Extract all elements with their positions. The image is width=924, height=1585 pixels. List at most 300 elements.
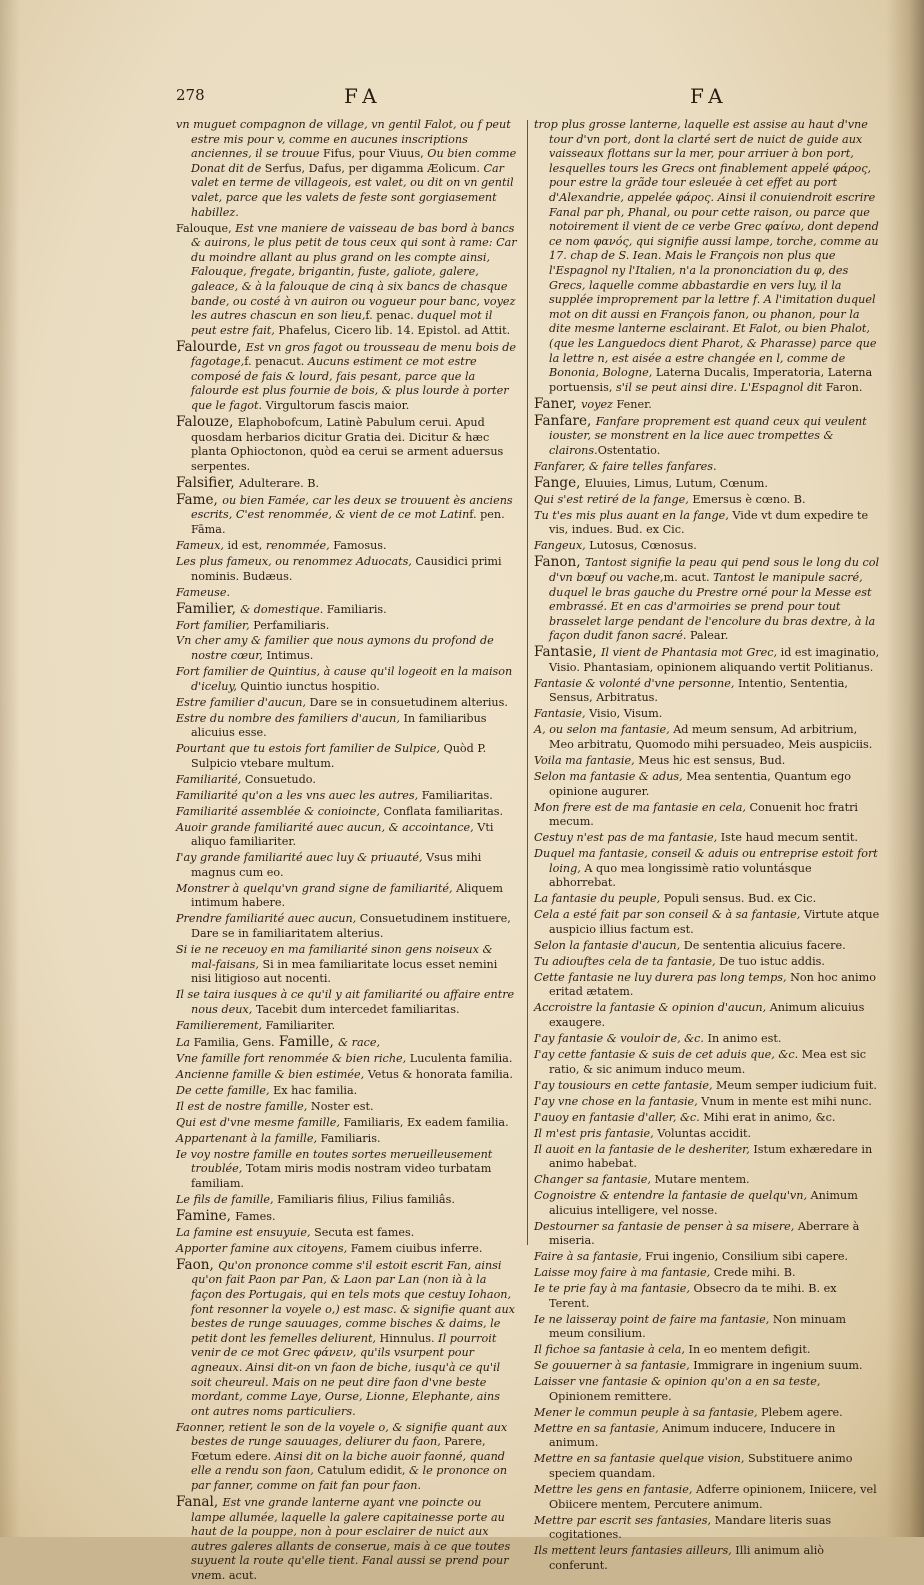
latin-text: Istum exhæredare in animo habebat.: [549, 1142, 873, 1171]
headword: Falsifier,: [176, 474, 240, 491]
dictionary-entry: [534, 1079, 880, 1094]
page-edge-shadow: [886, 0, 924, 1537]
french-text: Cette fantasie ne luy durera pas long temps,: [534, 970, 787, 984]
dictionary-entry: [534, 831, 880, 846]
dictionary-entry: [534, 707, 880, 722]
dictionary-entry: [534, 1266, 880, 1281]
dictionary-entry: [534, 1452, 880, 1481]
headword: Famille,: [274, 1033, 339, 1050]
french-text: Il vient de Phantasia mot Grec,: [600, 646, 778, 660]
latin-text: Iste haud mecum sentit.: [717, 831, 858, 845]
french-text: Cestuy n'est pas de ma fantasie,: [534, 831, 718, 845]
latin-text: Plebem agere.: [757, 1405, 843, 1419]
latin-text: Quòd P. Sulpicio vtebare multum.: [191, 742, 487, 770]
french-text: Vne famille fort renommée & bien riche,: [176, 1051, 407, 1065]
left-column: [176, 118, 518, 1585]
latin-text: Familiaris, Ex eadem familia.: [339, 1115, 509, 1129]
french-text: Est vn gros fagot ou trousseau de menu bois de fagotage,: [191, 340, 517, 369]
latin-text: Noster est.: [307, 1099, 374, 1113]
dictionary-entry: [534, 1173, 880, 1188]
french-text: Tantost le manipule sacré, duquel le bras gauche du Prestre orné pour la Messe est embrassé. Et en cas d'armoiries se prend pour tout brasselet large pendant de l'encolure du bras dextre, à la façon dudit fanon sacré.: [549, 570, 876, 643]
dictionary-entry: [176, 1226, 518, 1241]
french-text: ou bien Famée, car les deux se trouuent ès anciens escrits, C'est renommée, & vient de ce mot Latin: [191, 493, 513, 522]
french-text: vn muguet compagnon de village, vn gentil Falot, ou f peut estre mis pour v, comme en aucunes inscriptions anciennes, il se trouue: [176, 118, 511, 161]
headword: Famine,: [176, 1207, 236, 1224]
latin-text: Ex hac familia.: [269, 1083, 358, 1097]
dictionary-entry: [176, 805, 518, 820]
latin-text: Adulterare. B.: [239, 476, 320, 490]
french-text: Mener le commun peuple à sa fantasie,: [534, 1405, 758, 1419]
french-text: Fanfare proprement est quand ceux qui veulent iouster, se monstrent en la lice auec trompettes & clairons.: [549, 414, 867, 457]
french-text: Qui s'est retiré de la fange,: [534, 492, 689, 506]
french-text: La famine est ensuyuie,: [176, 1225, 311, 1239]
latin-text: Familia, Gens.: [190, 1035, 275, 1049]
headword: Falourde,: [176, 338, 246, 355]
french-text: Qui est d'vne mesme famille,: [176, 1115, 340, 1129]
latin-text: Populi sensus. Bud. ex Cic.: [660, 892, 817, 906]
dictionary-entry: [534, 645, 880, 675]
french-text: Mettre les gens en fantasie,: [534, 1483, 693, 1497]
latin-text: Familiaris filius, Filius familiâs.: [273, 1192, 455, 1206]
headword: Falouque,: [176, 221, 236, 235]
dictionary-entry: [534, 754, 880, 769]
latin-text: Famem ciuibus inferre.: [347, 1241, 483, 1255]
dictionary-entry: [176, 222, 518, 339]
latin-text: Intimus.: [262, 649, 314, 663]
latin-text: De tuo istuc addis.: [715, 954, 825, 968]
french-text: I'ay cette fantasie & suis de cet aduis que, &c.: [534, 1047, 799, 1061]
latin-text: Fifus, pour Viuus,: [319, 147, 428, 161]
french-text: s'il se peut ainsi dire. L'Espagnol dit: [615, 380, 823, 394]
dictionary-entry: [534, 801, 880, 830]
dictionary-entry: [534, 971, 880, 1000]
french-text: La fantasie du peuple,: [534, 892, 661, 906]
french-text: I'ay fantasie & vouloir de, &c.: [534, 1032, 704, 1045]
french-text: Pourtant que tu estois fort familier de Sulpice,: [176, 742, 440, 756]
dictionary-entry: [176, 1148, 518, 1192]
french-text: Mon frere est de ma fantasie en cela,: [534, 800, 746, 814]
french-text: Mettre en sa fantasie,: [534, 1421, 659, 1435]
headword: Fanal,: [176, 1494, 223, 1511]
latin-text: Crede mihi. B.: [710, 1266, 796, 1280]
french-text: Fort familier de Quintius, à cause qu'il logeoit en la maison d'iceluy,: [176, 665, 513, 693]
dictionary-entry: [534, 939, 880, 954]
french-text: Familiarité assemblée & conioincte,: [176, 804, 380, 818]
french-text: Vn cher amy & familier que nous aymons du profond de nostre cœur,: [176, 634, 494, 663]
latin-text: Totam miris modis nostram video turbatam familiam.: [191, 1162, 492, 1190]
latin-text: Cicero lib. 14. Epistol. ad Attit.: [334, 323, 511, 337]
latin-text: m. acut.: [211, 1569, 258, 1583]
french-text: Laisser vne fantasie & opinion qu'on a en sa teste,: [534, 1375, 821, 1389]
dictionary-entry: [176, 1421, 518, 1494]
dictionary-entry: [176, 665, 518, 694]
dictionary-entry: [534, 1406, 880, 1421]
dictionary-entry: [534, 1095, 880, 1110]
dictionary-entry: [534, 414, 880, 459]
latin-text: Consuetudinem instituere, Dare se in familiaritatem alterius.: [191, 912, 511, 941]
latin-text: Animum alicuius intelligere, vel nosse.: [549, 1189, 858, 1217]
french-text: voyez: [581, 397, 613, 411]
latin-text: Causidici primi nominis. Budæus.: [191, 554, 502, 583]
french-text: Mettre en sa fantasie quelque vision,: [534, 1452, 745, 1466]
latin-text: Virtute atque auspicio illius factum est.: [549, 908, 880, 936]
headword: Fantasie,: [534, 644, 601, 661]
dictionary-entry: [534, 1282, 880, 1311]
latin-text: Secuta est fames.: [310, 1225, 415, 1239]
latin-text: Fāma.: [191, 522, 226, 536]
dictionary-entry: [176, 1084, 518, 1099]
french-text: Estre familier d'aucun,: [176, 695, 306, 709]
french-text: Ainsi dit on la biche auoir faonné, quand elle a rendu son faon,: [191, 1449, 505, 1478]
dictionary-entry: [534, 1001, 880, 1030]
latin-text: Familiaritas.: [418, 788, 493, 802]
latin-text: Consuetudo.: [241, 772, 316, 786]
french-text: Il pourroit venir de ce mot Grec φάνειν, qu'ils vsurpent pour agneaux. Ainsi dit-on vn faon de biche, iusqu'à ce qu'il soit cheureul. Mais on ne peut dire faon d'vne beste mordant, comme Laye, Ourse, Lionne, Elephante, ains ont autres noms particuliers.: [191, 1331, 501, 1418]
latin-text: Lutosus, Cœnosus.: [585, 539, 697, 553]
french-text: Prendre familiarité auec aucun,: [176, 912, 357, 926]
french-text: Il m'est pris fantasie,: [534, 1126, 654, 1140]
french-text: La: [176, 1035, 191, 1049]
dictionary-entry: [176, 415, 518, 474]
latin-text: Tacebit dum intercedet familiaritas.: [252, 1002, 460, 1016]
french-text: & domestique.: [240, 602, 324, 616]
dictionary-entry: [534, 908, 880, 937]
latin-text: Virgultorum fascis maior.: [262, 399, 410, 413]
dictionary-entry: [176, 1193, 518, 1208]
dictionary-entry: [176, 988, 518, 1017]
latin-text: Serfus, Dafus, per digamma Æolicum.: [261, 161, 484, 175]
dictionary-entry: [534, 1359, 880, 1374]
headword: Faner,: [534, 395, 582, 412]
latin-text: Mihi erat in animo, &c.: [699, 1110, 836, 1124]
latin-text: Fames.: [235, 1209, 276, 1223]
dictionary-entry: [176, 696, 518, 711]
french-text: Il fichoe sa fantasie à cela,: [534, 1343, 685, 1357]
latin-text: Phafelus,: [274, 323, 335, 337]
dictionary-entry: [176, 586, 518, 601]
french-text: Car valet en terme de villageois, est valet, ou dit on vn gentil valet, parce que les valets de feste sont gorgiasement habillez.: [191, 161, 514, 219]
french-text: Auoir grande familiarité auec aucun, & accointance,: [176, 820, 474, 834]
dictionary-entry: [534, 493, 880, 508]
french-text: I'ay grande familiarité auec luy & priuauté,: [176, 851, 423, 865]
french-text: I'ay vne chose en la fantasie,: [534, 1094, 698, 1108]
latin-text: Familiariter.: [262, 1018, 336, 1032]
french-text: renommée,: [265, 538, 330, 552]
latin-text: Perfamiliaris.: [249, 618, 330, 632]
latin-text: m. acut.: [663, 570, 714, 584]
french-text: Fantasie & volonté d'vne personne,: [534, 676, 735, 690]
page-number: 278: [176, 86, 205, 104]
dictionary-entry: [176, 340, 518, 414]
french-text: Familiarité qu'on a les vns auec les autres,: [176, 788, 419, 802]
latin-text: Vnum in mente est mihi nunc.: [697, 1094, 872, 1108]
french-text: Familierement,: [176, 1018, 263, 1032]
dictionary-entry: [176, 1258, 518, 1420]
latin-text: Si in mea familiaritate locus esset nemini nisi litigioso aut nocenti.: [191, 957, 498, 986]
headword: Falouze,: [176, 414, 238, 431]
latin-text: Palear.: [686, 629, 729, 643]
latin-text: A quo mea longissimè ratio voluntásque abhorrebat.: [549, 861, 812, 890]
latin-text: Faron.: [822, 380, 863, 394]
french-text: Laisse moy faire à ma fantasie,: [534, 1266, 711, 1280]
running-header: [0, 86, 924, 116]
latin-text: Frui ingenio, Consilium sibi capere.: [641, 1250, 849, 1264]
french-text: Est vne maniere de vaisseau de bas bord à bancs & auirons, le plus petit de tous ceux qui sont à rame: Car du moindre allant au plus grand on les compte ainsi, Falouque, fregate, brigantin, fuste, galiote, galere, galeace, & à la falouque de cinq à six bancs de chasque bande, ou costé à vn auiron ou vogueur pour banc, voyez les autres chascun en son lieu,: [191, 221, 517, 323]
latin-text: f. penac.: [365, 309, 418, 323]
dictionary-entry: [534, 397, 880, 413]
latin-text: De sententia alicuius facere.: [680, 938, 846, 952]
dictionary-entry: [176, 118, 518, 220]
dictionary-entry: [176, 789, 518, 804]
dictionary-entry: [176, 555, 518, 584]
latin-text: Familiaris.: [323, 602, 387, 616]
latin-text: Vti aliquo familiariter.: [191, 820, 494, 849]
dictionary-entry: [534, 847, 880, 891]
latin-text: Non hoc animo eritad ætatem.: [549, 970, 876, 999]
french-text: Familiarité,: [176, 772, 242, 786]
french-text: Monstrer à quelqu'vn grand signe de familiarité,: [176, 881, 453, 895]
dictionary-entry: [534, 1422, 880, 1451]
dictionary-entry: [176, 773, 518, 788]
dictionary-entry: [176, 1052, 518, 1067]
latin-text: Vide vt dum expedire te vis, indues. Bud. ex Cic.: [549, 508, 869, 537]
latin-text: Intentio, Sententia, Sensus, Arbitratus.: [549, 676, 848, 705]
french-text: Voila ma fantasie,: [534, 754, 635, 768]
dictionary-entry: [176, 1116, 518, 1131]
headword: Faon,: [176, 1256, 219, 1273]
dictionary-entry: [534, 892, 880, 907]
dictionary-entry: [534, 955, 880, 970]
dictionary-entry: [534, 509, 880, 538]
latin-text: f. penacut.: [244, 355, 308, 369]
latin-text: id est,: [223, 538, 266, 552]
french-text: Qu'on prononce comme s'il estoit escrit Fan, ainsi qu'on fait Paon par Pan, & Laon par Lan (non ià à la façon des Portugais, qui en tels mots que cestuy Iohaon, font resonner la voyele o,) est masc. & signifie quant aux bestes de runge sauuages, comme bisches & daims, le petit dont les femelles deliurent,: [191, 1258, 515, 1345]
latin-text: Illi animum aliò conferunt.: [549, 1544, 825, 1572]
latin-text: Ad meum sensum, Ad arbitrium, Meo arbitratu, Quomodo mihi persuadeo, Meis auspiciis.: [549, 723, 873, 752]
latin-text: Immigrare in ingenium suum.: [689, 1359, 863, 1373]
latin-text: Visio, Visum.: [585, 707, 663, 721]
latin-text: Aberrare à miseria.: [549, 1219, 860, 1248]
french-text: Apporter famine aux citoyens,: [176, 1241, 348, 1255]
dictionary-entry: [534, 1143, 880, 1172]
latin-text: Famosus.: [329, 538, 387, 552]
french-text: Selon ma fantasie & adus,: [534, 770, 683, 783]
dictionary-entry: [534, 1048, 880, 1077]
french-text: Il est de nostre famille,: [176, 1099, 308, 1113]
french-text: I'auoy en fantasie d'aller, &c.: [534, 1110, 700, 1124]
french-text: Mettre par escrit ses fantasies,: [534, 1513, 712, 1527]
dictionary-entry: [534, 1220, 880, 1249]
dictionary-entry: [176, 1495, 518, 1584]
french-text: Ie ne laisseray point de faire ma fantasie,: [534, 1312, 770, 1326]
latin-text: Luculenta familia.: [406, 1051, 513, 1065]
latin-text: Parere, Fœtum edere.: [191, 1435, 486, 1463]
dictionary-entry: [176, 1132, 518, 1147]
french-text: Il se taira iusques à ce qu'il y ait familiarité ou affaire entre nous deux,: [176, 988, 515, 1016]
dictionary-entry: [176, 943, 518, 987]
latin-text: Elaphobofcum, Latinè Pabulum cerui. Apud quosdam herbarios dicitur Gratia dei. Dicitur & hæc planta Ophioctonon, quòd ea cerui se arment aduersus serpentes.: [191, 416, 504, 473]
dictionary-entry: [176, 619, 518, 634]
latin-text: Meum semper iudicium fuit.: [712, 1078, 877, 1092]
french-text: Fameuse.: [176, 585, 231, 599]
latin-text: Quintio iunctus hospitio.: [236, 679, 380, 693]
dictionary-entry: [176, 1019, 518, 1034]
latin-text: Animum alicuius exaugere.: [549, 1001, 865, 1030]
dictionary-entry: [534, 476, 880, 492]
french-text: Tu adiouftes cela de ta fantasie,: [534, 954, 716, 968]
french-text: Cognoistre & entendre la fantasie de quelqu'vn,: [534, 1189, 807, 1203]
dictionary-entry: [534, 1514, 880, 1543]
latin-text: Conuenit hoc fratri mecum.: [549, 800, 858, 829]
dictionary-entry: [534, 1343, 880, 1358]
dictionary-entry: [176, 821, 518, 850]
column-divider: [527, 120, 528, 1245]
french-text: Fort familier,: [176, 618, 250, 632]
french-text: & race,: [338, 1035, 381, 1049]
latin-text: Familiaris.: [317, 1131, 381, 1145]
french-text: Si ie ne receuoy en ma familiarité sinon gens noiseux & mal-faisans,: [176, 943, 493, 971]
dictionary-entry: [176, 742, 518, 771]
french-text: Est vne grande lanterne ayant vne poincte ou lampe allumée, laquelle la galere capitainesse porte au haut de la pouppe, non à pour esclairer de nuict aux autres galeres allants de conserue, mais à ce que toutes suyuent la route qu'elle tient. Fanal aussi se prend pour vne: [191, 1496, 511, 1583]
dictionary-entry: [176, 602, 518, 618]
french-text: Selon la fantasie d'aucun,: [534, 938, 681, 952]
dictionary-entry: [176, 476, 518, 492]
dictionary-entry: [534, 555, 880, 644]
dictionary-entry: [176, 1242, 518, 1257]
headword: Fange,: [534, 474, 585, 491]
french-text: Faire à sa fantasie,: [534, 1250, 642, 1264]
french-text: Estre du nombre des familiers d'aucun,: [176, 711, 400, 725]
latin-text: Meus hic est sensus, Bud.: [634, 754, 786, 768]
french-text: Accroistre la fantasie & opinion d'aucun,: [534, 1001, 767, 1015]
dictionary-entry: [176, 1068, 518, 1083]
dictionary-entry: [176, 634, 518, 663]
headword: Fanon,: [534, 554, 585, 571]
latin-text: Dare se in consuetudinem alterius.: [305, 695, 508, 709]
latin-text: Substituere animo speciem quandam.: [549, 1452, 853, 1481]
french-text: Faonner, retient le son de la voyele o, & signifie quant aux bestes de runge sauuages, deliurer du faon,: [176, 1420, 508, 1449]
french-text: De cette famille,: [176, 1083, 270, 1097]
dictionary-entry: [534, 1250, 880, 1265]
french-text: Ou bien comme Donat dit de: [191, 147, 517, 175]
french-text: Destourner sa fantasie de penser à sa misere,: [534, 1219, 795, 1233]
latin-text: Conflata familiaritas.: [379, 804, 504, 818]
latin-text: Catulum edidit,: [313, 1464, 409, 1478]
dictionary-entry: [534, 770, 880, 799]
latin-text: Fener.: [612, 397, 652, 411]
dictionary-entry: [176, 539, 518, 554]
french-text: Appartenant à la famille,: [176, 1131, 318, 1145]
dictionary-entry: [534, 1111, 880, 1126]
latin-text: Opinionem remittere.: [549, 1389, 672, 1403]
dictionary-entry: [176, 712, 518, 741]
french-text: Duquel ma fantasie, conseil & aduis ou entreprise estoit fort loing,: [534, 847, 878, 875]
dictionary-entry: [176, 1035, 518, 1051]
french-text: Fanfarer, & faire telles fanfares.: [534, 459, 717, 473]
dictionary-entry: [534, 118, 880, 395]
latin-text: Emersus è cœno. B.: [688, 492, 806, 506]
french-text: Le fils de famille,: [176, 1192, 274, 1206]
latin-text: Animum inducere, Inducere in animum.: [549, 1421, 836, 1450]
french-text: duquel mot il peut estre fait,: [191, 309, 493, 337]
french-text: Tantost signifie la peau qui pend sous le long du col d'vn bœuf ou vache,: [549, 556, 880, 584]
dictionary-entry: [534, 460, 880, 475]
latin-text: Mea est sic ratio, & sic animum induco meum.: [549, 1047, 867, 1076]
french-text: Cela a esté fait par son conseil & à sa fantasie,: [534, 908, 801, 922]
running-head-left: FA: [344, 84, 383, 108]
french-text: & le prononce on par fanner, comme on fait fan pour faon.: [191, 1464, 508, 1493]
dictionary-entry: [176, 882, 518, 911]
dictionary-entry: [534, 1189, 880, 1218]
french-text: Ie te prie fay à ma fantasie,: [534, 1282, 690, 1296]
running-head-right: FA: [690, 84, 729, 108]
dictionary-entry: [176, 1209, 518, 1225]
latin-text: Hinnulus.: [376, 1331, 439, 1345]
latin-text: Vetus & honorata familia.: [364, 1067, 513, 1081]
french-text: Ils mettent leurs fantasies ailleurs,: [534, 1544, 732, 1558]
headword: Fame,: [176, 491, 223, 508]
dictionary-entry: [176, 493, 518, 538]
french-text: Il auoit en la fantasie de le desheriter,: [534, 1142, 750, 1156]
dictionary-entry: [176, 912, 518, 941]
dictionary-entry: [534, 1483, 880, 1512]
latin-text: In eo mentem defigit.: [684, 1343, 811, 1357]
dictionary-entry: [534, 1544, 880, 1573]
dictionary-entry: [534, 677, 880, 706]
latin-text: Non minuam meum consilium.: [549, 1312, 847, 1341]
latin-text: Obsecro da te mihi. B. ex Terent.: [549, 1282, 837, 1310]
latin-text: Laterna Ducalis, Imperatoria, Laterna portuensis,: [549, 366, 873, 394]
headword: Fanfare,: [534, 412, 596, 429]
latin-text: Mandare literis suas cogitationes.: [549, 1513, 832, 1542]
french-text: Aucuns estiment ce mot estre composé de fais & lourd, fais pesant, parce que la falourde est plus fournie de bois, & plus lourde à porter que le fagot.: [191, 355, 509, 413]
french-text: Se gouuerner à sa fantasie,: [534, 1359, 690, 1373]
dictionary-entry: [534, 723, 880, 752]
latin-text: Adferre opinionem, Iniicere, vel Obiicere mentem, Percutere animum.: [549, 1483, 877, 1511]
headword: Familier,: [176, 600, 241, 617]
latin-text: Eluuies, Limus, Lutum, Cœnum.: [584, 476, 768, 490]
latin-text: Vsus mihi magnus cum eo.: [191, 851, 482, 879]
page-gutter-shadow: [0, 0, 20, 1537]
latin-text: Ostentatio.: [597, 443, 661, 457]
dictionary-entry: [534, 1127, 880, 1142]
latin-text: Voluntas accidit.: [653, 1126, 752, 1140]
dictionary-entry: [176, 851, 518, 880]
latin-text: f. pen.: [469, 508, 505, 522]
french-text: I'ay tousiours en cette fantasie,: [534, 1078, 713, 1092]
french-text: trop plus grosse lanterne, laquelle est assise au haut d'vne tour d'vn port, dont la clarté sert de nuict de guide aux vaisseaux flottans sur la mer, pour arriuer à bon port, lesquelles tours les Grecs ont finablement appelé φάρος, pour estre la grãde tour esleuée à cet effet au port d'Alexandrie, appelée φάρος. Ainsi il conuiendroit escrire Fanal par ph, Phanal, ou pour cette raison, ou parce que notoirement il vient de ce verbe Grec φαίνω, dont depend ce nom φανός, qui signifie aussi lampe, torche, comme au 17. chap de S. Iean. Mais le François non plus que l'Espagnol ny l'Italien, n'a la prononciation du φ, des Grecs, laquelle comme abbastardie en vers luy, il la supplée improprement par la lettre f. A l'imitation duquel mot on dit aussi en François fanon, ou phanon, pour la dite mesme lanterne esclairant. Et Falot, ou bien Phalot, (que les Languedocs dient Pharot, & Pharasse) parce que la lettre n, est aisée a estre changée en l, comme de Bononia, Bologne,: [534, 118, 879, 380]
french-text: Tu t'es mis plus auant en la fange,: [534, 508, 729, 522]
latin-text: Mea sententia, Quantum ego opinione augurer.: [549, 770, 851, 798]
latin-text: Aliquem intimum habere.: [191, 881, 503, 910]
latin-text: id est imaginatio, Visio. Phantasiam, opinionem aliquando vertit Politianus.: [549, 646, 880, 674]
french-text: Fantasie,: [534, 707, 586, 721]
french-text: Fangeux,: [534, 539, 586, 553]
french-text: Fameux,: [176, 538, 224, 552]
french-text: Changer sa fantasie,: [534, 1173, 651, 1187]
french-text: Ie voy nostre famille en toutes sortes merueilleusement troublée,: [176, 1147, 493, 1176]
latin-text: In familiaribus alicuius esse.: [191, 711, 487, 740]
dictionary-entry: [534, 539, 880, 554]
french-text: Les plus fameux, ou renommez Aduocats,: [176, 554, 412, 568]
dictionary-entry: [534, 1032, 880, 1047]
latin-text: Mutare mentem.: [650, 1173, 750, 1187]
right-column: [534, 118, 880, 1575]
dictionary-entry: [534, 1313, 880, 1342]
dictionary-entry: [534, 1375, 880, 1404]
latin-text: In animo est.: [703, 1032, 782, 1045]
dictionary-entry: [176, 1100, 518, 1115]
